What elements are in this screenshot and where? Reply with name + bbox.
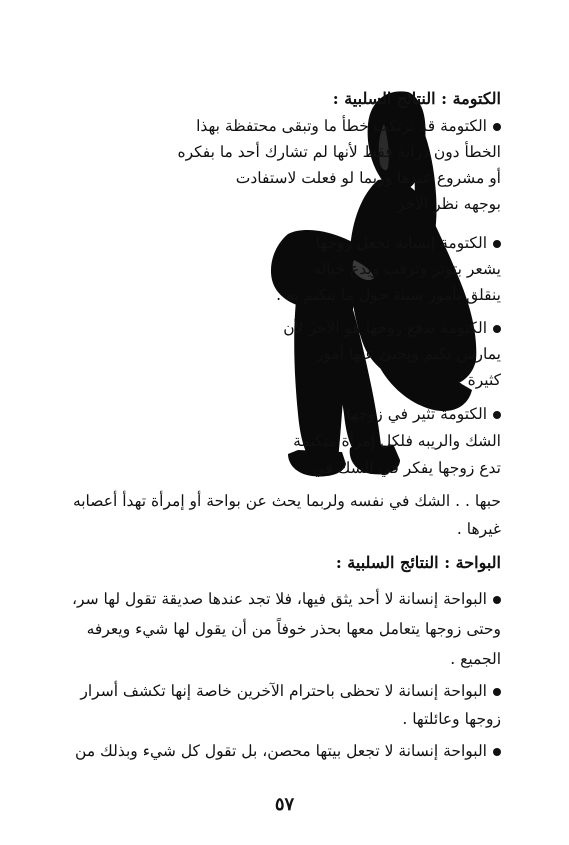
bullet-icon xyxy=(493,411,501,419)
bullet-icon xyxy=(493,123,501,131)
section1-bullet-1-line-1: الكتومة قد ترتكب خطأ ما وتبقى محتفظة بهذا xyxy=(196,115,501,137)
section1-bullet-2-line-1: الكتومة إنسانة تجعل زوجها xyxy=(316,232,501,254)
section1-heading: الكتومة : النتائج السلبية : xyxy=(332,89,501,108)
section1-bullet-4-line-5: غيرها . xyxy=(456,520,501,538)
section1-bullet-1-line-4: بوجهه نظر الآخر . xyxy=(387,195,501,213)
bullet-icon xyxy=(493,240,501,248)
section1-bullet-3-line-1: الكتومة تدفع زوجها هو الآخر لأن xyxy=(283,317,501,339)
section2-bullet-2-line-2: زوجها وعائلتها . xyxy=(402,710,501,728)
section1-bullet-4-line-2: الشك والريبه فلكل إمرأة متكتمة xyxy=(293,432,501,450)
page-number: ٥٧ xyxy=(274,794,295,815)
bullet-icon xyxy=(493,688,501,696)
section1-bullet-4-line-3: تدع زوجها يفكر في الشك في xyxy=(312,459,501,477)
section1-bullet-3-line-3: كثيرة . xyxy=(457,371,501,389)
section2-heading: البواحة : النتائج السلبية : xyxy=(335,553,501,572)
section2-bullet-1-line-3: الجميع . xyxy=(450,650,501,668)
section1-bullet-4-line-4: حبها . . الشك في نفسه ولربما يحث عن بواحة أو إمرأة تهدأ أعصابه xyxy=(72,492,501,510)
bullet-icon xyxy=(493,596,501,604)
section1-bullet-1-line-3: أو مشروع عندها وربما لو فعلت لاستفادت xyxy=(235,169,501,187)
bullet-icon xyxy=(493,325,501,333)
section1-bullet-2-line-2: يشعر بتوتر وترقب ويدع خياله xyxy=(313,260,501,278)
bullet-icon xyxy=(493,748,501,756)
section2-bullet-2-line-1: البواحة إنسانة لا تحظى باحترام الآخرين خاصة إنها تكشف أسرار xyxy=(80,680,501,702)
section1-bullet-2-line-3: ينقلق بأمور سيئة حول ما نتكتم به . xyxy=(276,286,501,304)
section2-bullet-3-line-1: البواحة إنسانة لا تجعل بيتها محصن، بل تقول كل شيء وبذلك من xyxy=(75,740,501,762)
section2-bullet-1-line-1: البواحة إنسانة لا أحد يثق فيها، فلا تجد عندها صديقة تقول لها سر، xyxy=(72,588,501,610)
section2-bullet-1-line-2: وحتى زوجها يتعامل معها بحذر خوفاً من أن يقول لها شيء ويعرفه xyxy=(86,620,501,638)
section1-bullet-1-line-2: الخطأ دون دراية فقط لأنها لم تشارك أحد ما بفكره xyxy=(177,143,501,161)
section1-bullet-3-line-2: يمارس تكتم ويخبئ عنها أمور xyxy=(315,345,501,363)
section1-bullet-4-line-1: الكتومة تثير في زوجها xyxy=(346,403,501,425)
